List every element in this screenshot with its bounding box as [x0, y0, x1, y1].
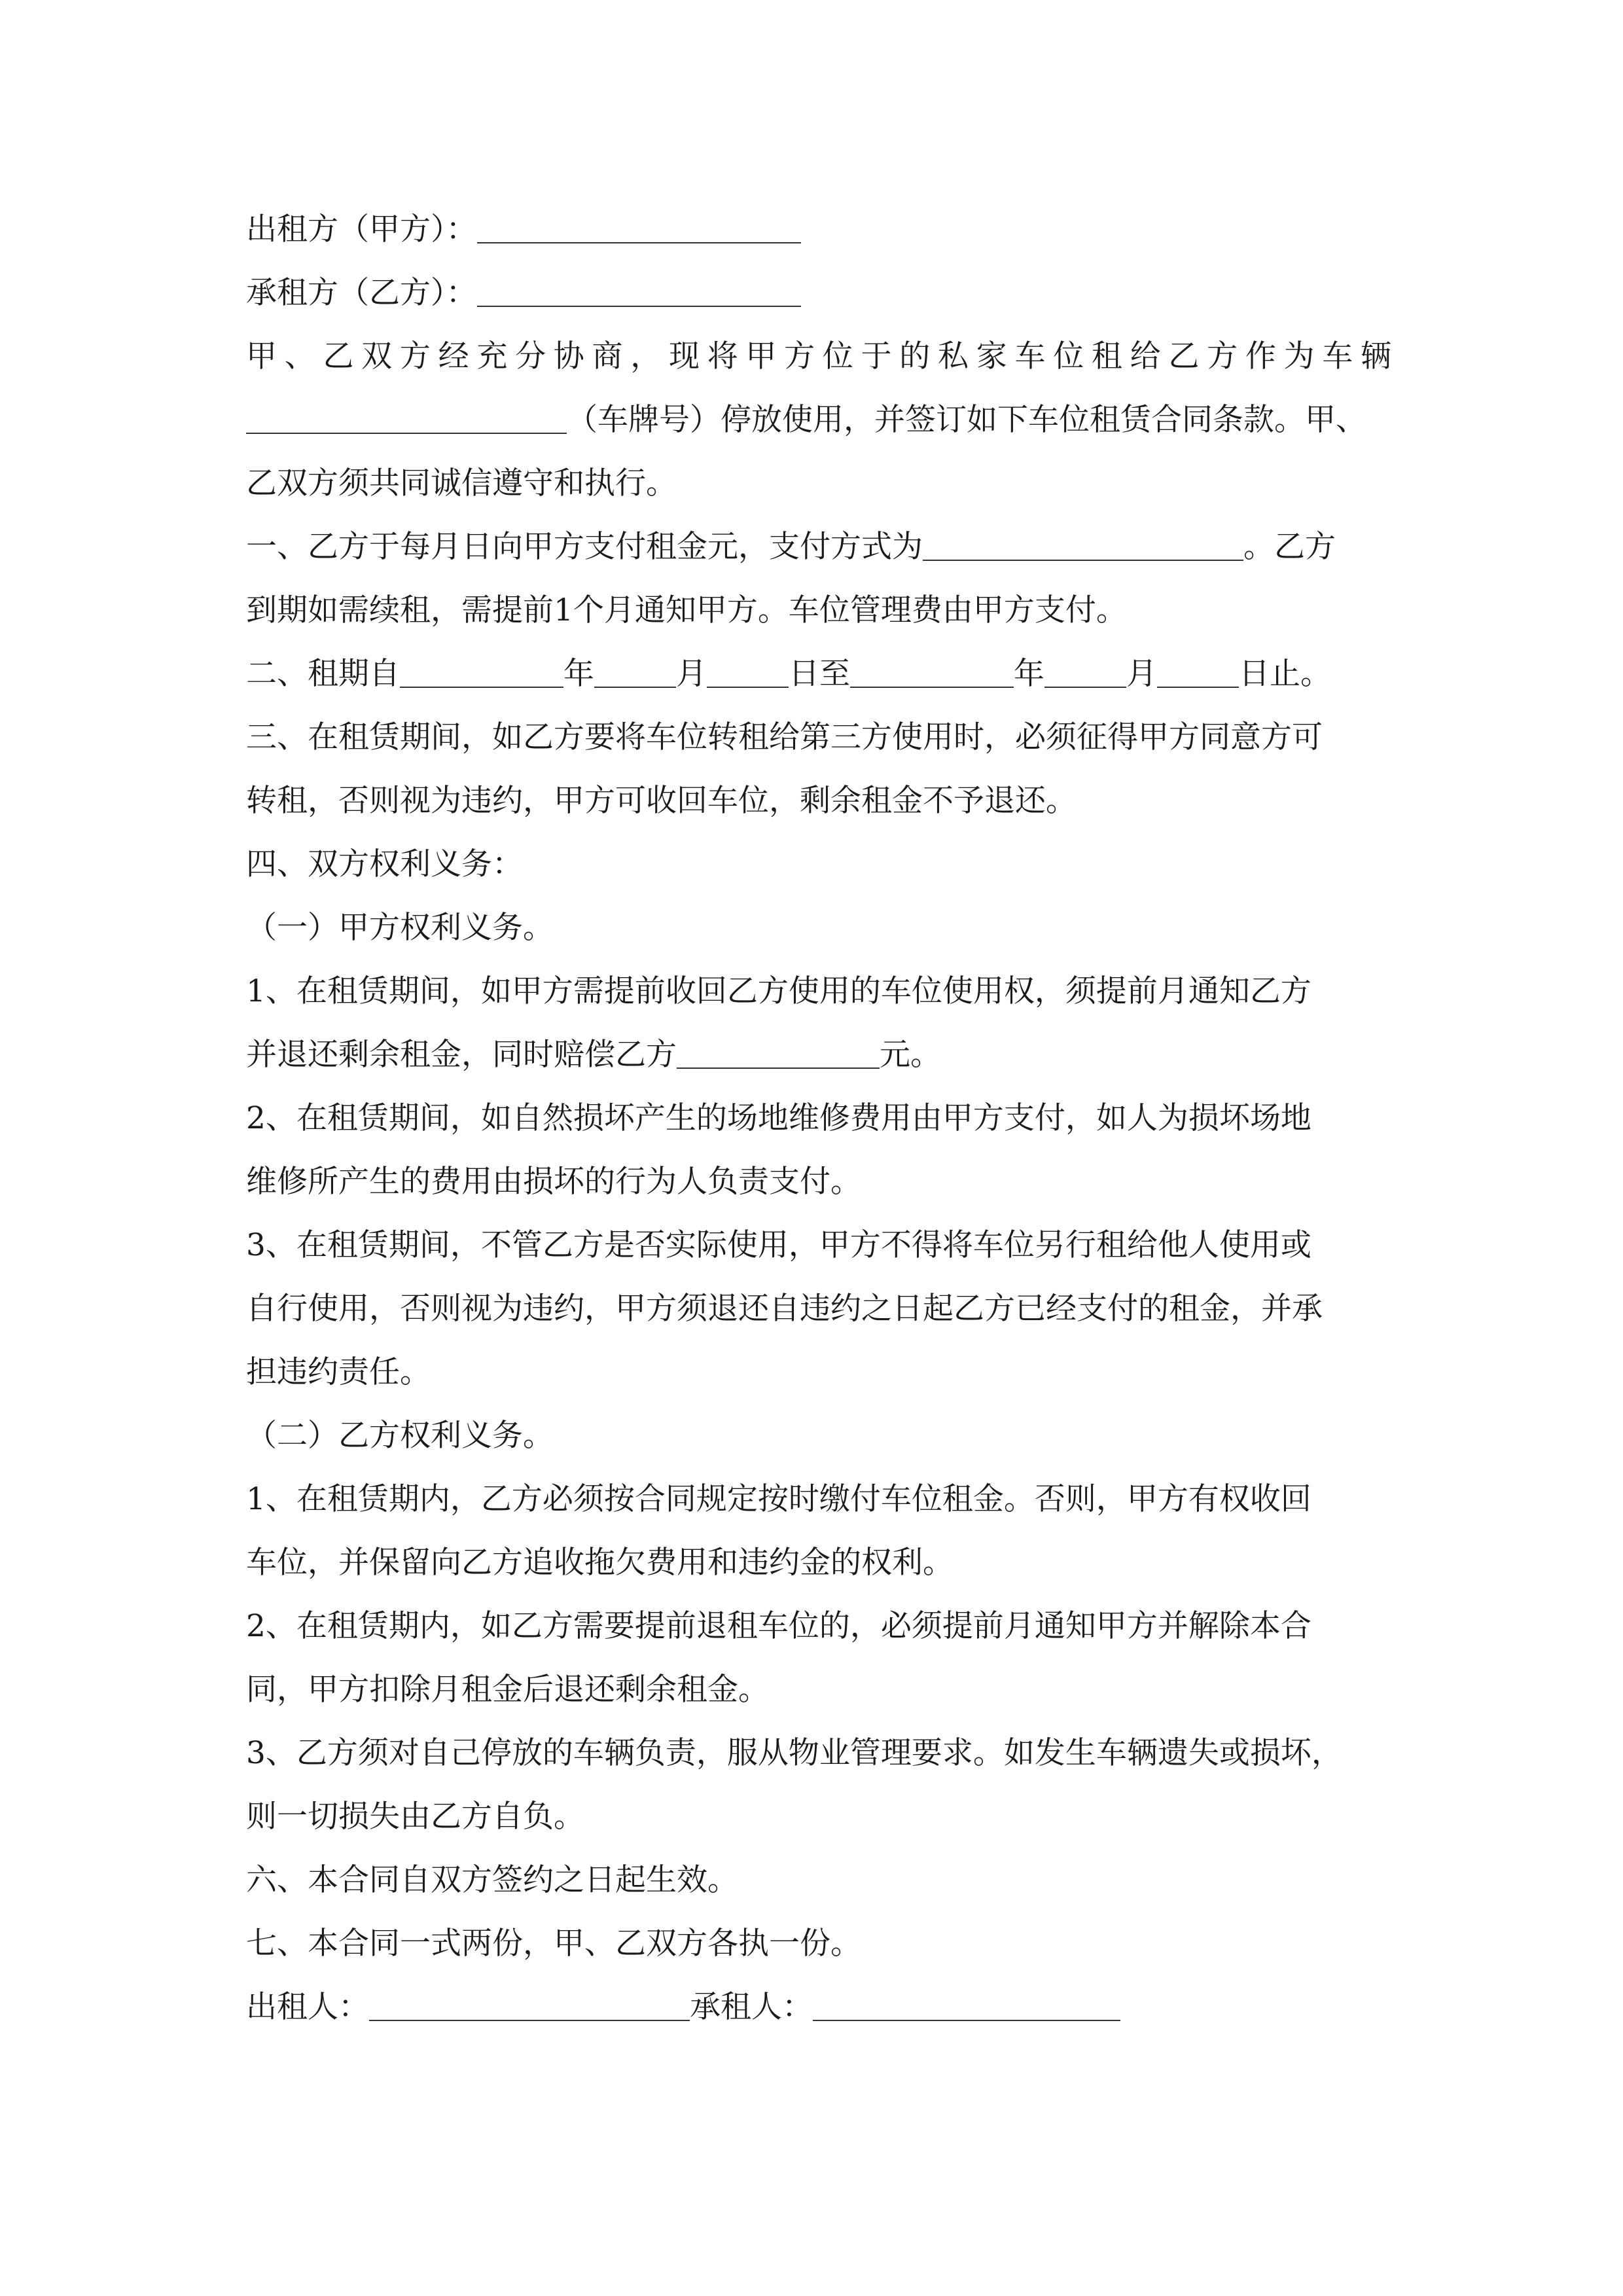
clause-2-line — [246, 642, 1391, 706]
party-b-item-3-line-1: 3、乙方须对自己停放的车辆负责，服从物业管理要求。如发生车辆遗失或损坏， — [246, 1735, 1342, 1771]
intro-line-1: 甲、乙双方经充分协商，现将甲方位于的私家车位租给乙方作为车辆 — [246, 338, 1391, 374]
lessee-label: 承租方（乙方）： — [246, 275, 477, 311]
lessee-signature-blank[interactable] — [813, 1989, 1120, 2021]
party-b-item-3-line-2: 则一切损失由乙方自负。 — [246, 1799, 584, 1835]
start-month-label: 月 — [676, 656, 707, 692]
intro-line-2-text: （车牌号）停放使用，并签订如下车位租赁合同条款。甲、 — [567, 402, 1366, 438]
start-day-blank[interactable] — [707, 656, 789, 688]
party-a-item-3-line-1: 3、在租赁期间，不管乙方是否实际使用，甲方不得将车位另行租给他人使用或 — [246, 1227, 1311, 1263]
compensation-text: 并退还剩余租金，同时赔偿乙方 — [246, 1037, 677, 1073]
party-a-item-3-line-3: 担违约责任。 — [246, 1354, 431, 1390]
end-year-blank[interactable] — [850, 656, 1014, 688]
end-month-label: 月 — [1126, 656, 1157, 692]
contract-body — [246, 198, 1391, 2039]
party-b-item-1-line-2: 车位，并保留向乙方追收拖欠费用和违约金的权利。 — [246, 1545, 954, 1581]
party-a-item-2-line-2: 维修所产生的费用由损坏的行为人负责支付。 — [246, 1164, 861, 1200]
compensation-unit: 元。 — [880, 1037, 941, 1073]
party-a-item-2-line-1: 2、在租赁期间，如自然损坏产生的场地维修费用由甲方支付，如人为损坏场地 — [246, 1100, 1311, 1136]
lessee-blank[interactable] — [477, 275, 801, 307]
intro-line-2 — [246, 388, 1391, 452]
party-b-item-1-line-1: 1、在租赁期内，乙方必须按合同规定按时缴付车位租金。否则，甲方有权收回 — [246, 1481, 1311, 1517]
end-day-blank[interactable] — [1157, 656, 1239, 688]
payment-method-blank[interactable] — [923, 529, 1243, 561]
party-a-heading: （一）甲方权利义务。 — [246, 910, 554, 946]
start-day-label: 日至 — [789, 656, 850, 692]
intro-line-3: 乙双方须共同诚信遵守和执行。 — [246, 465, 677, 501]
clause-6-line: 六、本合同自双方签约之日起生效。 — [246, 1862, 738, 1898]
lessor-line — [246, 198, 1391, 261]
clause-1-line-1 — [246, 515, 1391, 579]
lessor-signature-label: 出租人： — [246, 1989, 369, 2025]
start-year-blank[interactable] — [400, 656, 563, 688]
clause-3-line-1: 三、在租赁期间，如乙方要将车位转租给第三方使用时，必须征得甲方同意方可 — [246, 719, 1323, 755]
clause-1-tail: 。乙方 — [1243, 529, 1336, 565]
plate-number-blank[interactable] — [246, 402, 567, 434]
clause-3-line-2: 转租，否则视为违约，甲方可收回车位，剩余租金不予退还。 — [246, 783, 1077, 819]
signature-line — [246, 1975, 1391, 2039]
term-from-label: 二、租期自 — [246, 656, 400, 692]
end-month-blank[interactable] — [1044, 656, 1126, 688]
lessor-blank[interactable] — [477, 211, 801, 243]
clause-1-line-2: 到期如需续租，需提前1个月通知甲方。车位管理费由甲方支付。 — [246, 592, 1127, 628]
end-day-label: 日止。 — [1239, 656, 1331, 692]
party-a-item-1-line-1: 1、在租赁期间，如甲方需提前收回乙方使用的车位使用权，须提前月通知乙方 — [246, 973, 1311, 1009]
clause-4-heading: 四、双方权利义务： — [246, 846, 523, 882]
start-month-blank[interactable] — [594, 656, 676, 688]
lessee-line — [246, 261, 1391, 325]
party-b-heading: （二）乙方权利义务。 — [246, 1418, 554, 1454]
lessee-signature-label: 承租人： — [690, 1989, 813, 2025]
lessor-signature-blank[interactable] — [369, 1989, 690, 2021]
party-a-item-1-line-2 — [246, 1023, 1391, 1086]
start-year-label: 年 — [563, 656, 594, 692]
party-b-item-2-line-1: 2、在租赁期内，如乙方需要提前退租车位的，必须提前月通知甲方并解除本合 — [246, 1608, 1311, 1644]
lessor-label: 出租方（甲方）： — [246, 211, 477, 247]
clause-7-line: 七、本合同一式两份，甲、乙双方各执一份。 — [246, 1926, 861, 1962]
compensation-blank[interactable] — [677, 1037, 880, 1069]
end-year-label: 年 — [1014, 656, 1044, 692]
party-b-item-2-line-2: 同，甲方扣除月租金后退还剩余租金。 — [246, 1672, 769, 1708]
clause-1-text: 一、乙方于每月日向甲方支付租金元，支付方式为 — [246, 529, 923, 565]
party-a-item-3-line-2: 自行使用，否则视为违约，甲方须退还自违约之日起乙方已经支付的租金，并承 — [246, 1291, 1323, 1327]
